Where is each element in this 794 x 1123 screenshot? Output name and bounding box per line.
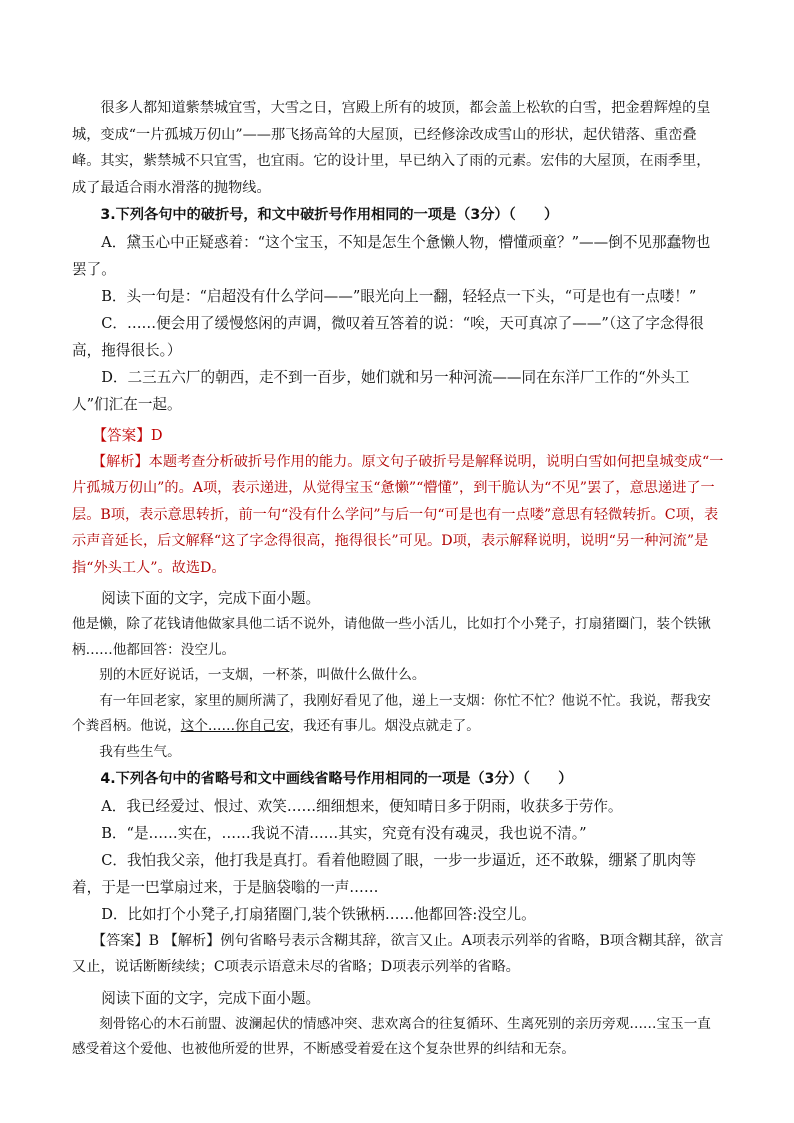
document-page	[72, 95, 724, 1063]
analysis-text: 本题考查分析破折号作用的能力。原文句子破折号是解释说明，说明白雪如何把皇城变成“一片孤城万仞山”的。A项，表示递进，从觉得宝玉“惫懒”“懵懂”，到干脆认为“不见”罢了，意思递进了一层。B项，表示意思转折，前一句“没有什么学问”与后一句“可是也有一点喽”意思有轻微转折。C项，表示声音延长，后文解释“这了字念得很高，拖得很长”可见。D项，表示解释说明，说明“另一种河流”是指“外头工人”。故选D。	[72, 453, 724, 576]
reading-instruction-1: 阅读下面的文字，完成下面小题。	[101, 590, 321, 607]
passage-carpenter-p2: 别的木匠好说话，一支烟，一杯茶，叫做什么做什么。	[99, 667, 426, 683]
question-3-analysis	[72, 449, 724, 582]
reading-instruction-2: 阅读下面的文字，完成下面小题。	[101, 989, 321, 1007]
question-4-option-c: C．我怕我父亲，他打我是真打。看着他瞪圆了眼，一步一步逼近，还不敢躲，绷紧了肌肉等着，于是一巴掌扇过来，于是脑袋嗡的一声……	[72, 851, 697, 896]
question-4-stem: 4.下列各句中的省略号和文中画线省略号作用相同的一项是（3分）（ ）	[100, 771, 573, 787]
passage-baoyu: 刻骨铭心的木石前盟、波澜起伏的情感冲突、悲欢离合的往复循环、生离死别的亲历旁观……宝玉一直感受着这个爱他、也被他所爱的世界，不断感受着爱在这个复杂世界的纠结和无奈。	[72, 1015, 711, 1057]
passage-carpenter-p1: 他是懒，除了花钱请他做家具他二话不说外，请他做一些小活儿，比如打个小凳子，打扇猪圈门，装个铁锹柄……他都回答：没空儿。	[72, 616, 711, 658]
answer-label: 【答案】	[92, 426, 151, 444]
answer-value: D	[150, 426, 163, 444]
question-3-option-b: B．头一句是：“启超没有什么学问——”眼光向上一翻，轻轻点一下头，“可是也有一点喽！”	[101, 287, 697, 305]
question-3-answer	[72, 422, 724, 449]
question-4-option-d: D．比如打个小凳子,打扇猪圈门,装个铁锹柄……他都回答:没空儿。	[101, 905, 536, 923]
question-3-option-d: D．二三五六厂的朝西，走不到一百步，她们就和另一种河流——同在东洋厂工作的“外头工人”们汇在一起。	[72, 368, 690, 413]
passage-carpenter-p3: 有一年回老家，家里的厕所满了，我刚好看见了他，递上一支烟：你忙不忙？他说不忙。我说，帮我安个粪舀柄。他说，这个……你自己安，我还有事儿。烟没点就走了。	[72, 692, 711, 734]
analysis-text: 例句省略号表示含糊其辞，欲言又止。A项表示列举的省略，B项含糊其辞，欲言又止，说话断断续续；C项表示语意未尽的省略；D项表示列举的省略。	[72, 932, 724, 975]
question-4-answer-analysis	[72, 928, 724, 981]
question-4-option-b: B．“是……实在，……我说不清……其实，究竟有没有魂灵，我也说不清。”	[101, 824, 587, 842]
question-4-option-a: A．我已经爱过、恨过、欢笑……细细想来，便知晴日多于阴雨，收获多于劳作。	[101, 797, 623, 815]
underlined-ellipsis-phrase: 这个……你自己安	[180, 718, 290, 734]
analysis-label: 【解析】	[91, 453, 149, 470]
answer-value: B	[148, 932, 160, 949]
question-3-option-c: C．……便会用了缓慢悠闲的声调，微叹着互答着的说：“唉，天可真凉了——”（这了字念得很高，拖得很长。）	[72, 314, 704, 359]
analysis-label: 【解析】	[163, 932, 221, 949]
passage-carpenter-p4: 我有些生气。	[99, 743, 181, 760]
question-3-option-a: A．黛玉心中正疑惑着：“这个宝玉，不知是怎生个惫懒人物，懵懂顽童？”——倒不见那蠢物也罢了。	[72, 233, 711, 278]
question-3-stem: 3.下列各句中的破折号，和文中破折号作用相同的一项是（3分）（ ）	[100, 207, 559, 223]
passage-forbidden-city: 很多人都知道紫禁城宜雪，大雪之日，宫殿上所有的坡顶，都会盖上松软的白雪，把金碧辉煌的皇城，变成“一片孤城万仞山”——那飞扬高耸的大屋顶，已经修涂改成雪山的形状，起伏错落、重峦叠峰。其实，紫禁城不只宜雪，也宜雨。它的设计里，早已纳入了雨的元素。宏伟的大屋顶，在雨季里，成了最适合雨水滑落的抛物线。	[72, 100, 711, 196]
answer-label: 【答案】	[91, 932, 149, 949]
